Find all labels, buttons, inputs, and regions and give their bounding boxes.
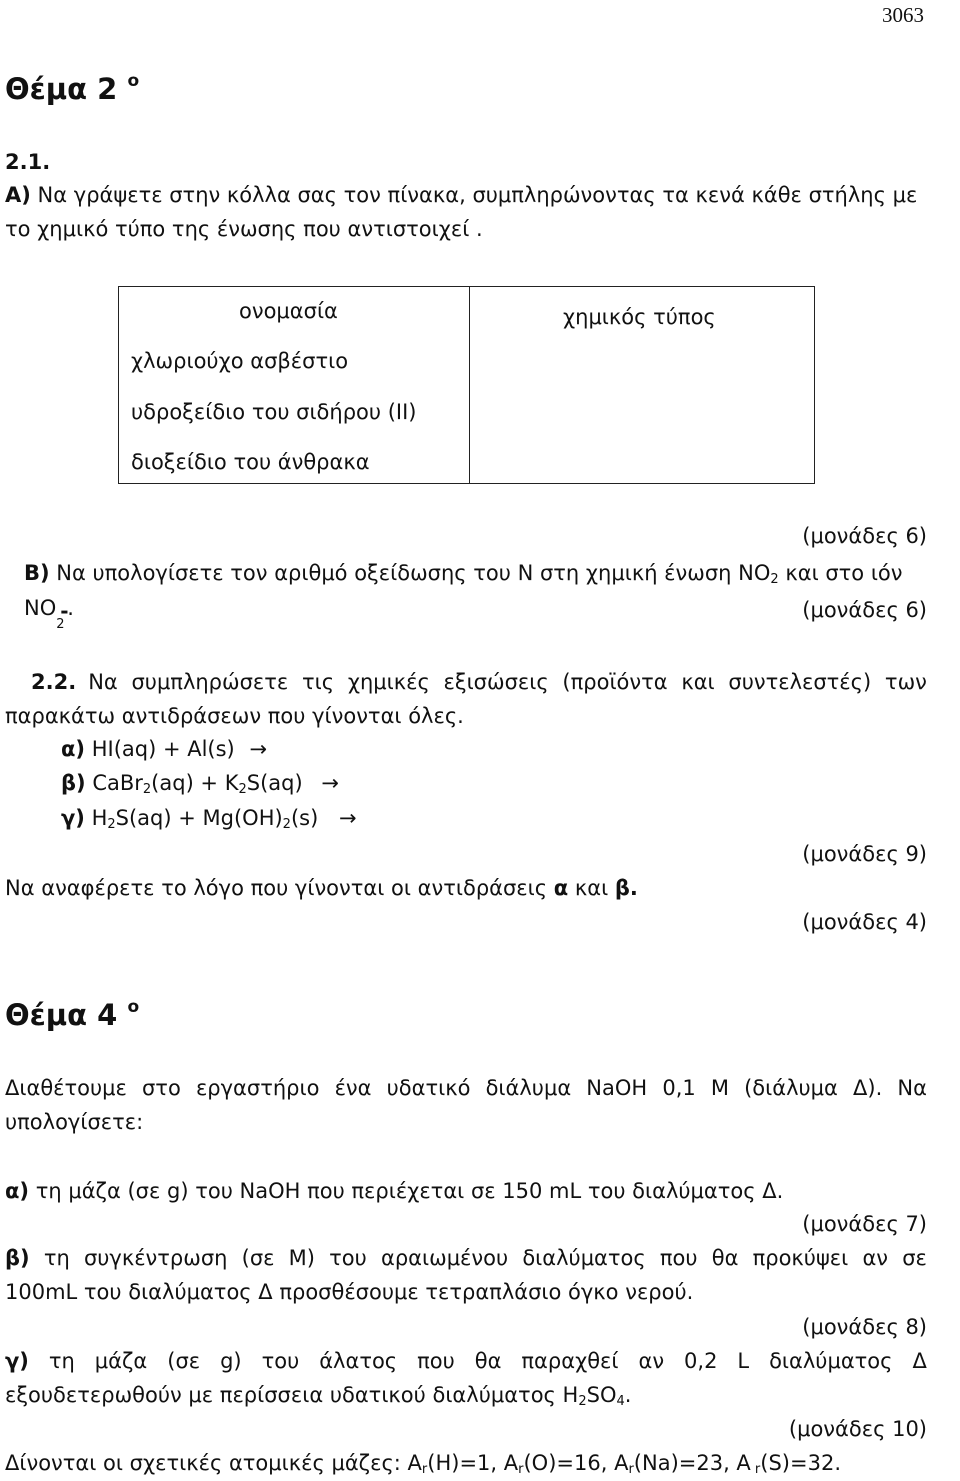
b-word: αν [862,1246,889,1270]
g-word: τη [48,1349,75,1373]
g-word: Δ [912,1349,927,1373]
q21-b-line1 [24,561,903,587]
section-4-heading [5,998,139,1032]
q21-b-label: Β) [24,561,50,585]
reaction-b [61,771,339,797]
s4-g-text2: SO [586,1383,617,1407]
s4-g-label: γ) [5,1349,29,1373]
masses-sub1: r [421,1462,428,1477]
q21-a-points: (μονάδες 6) [802,524,927,548]
ion-base: NO [24,596,57,620]
g-word: (σε [167,1349,201,1373]
row-1-name: χλωριούχο ασβέστιο [131,349,349,373]
section-2-sup: ο [127,71,140,92]
q21-number: 2.1. [5,150,51,174]
g-word: g) [220,1349,242,1373]
q22-number: 2.2. [31,670,77,694]
b-word: που [659,1246,698,1270]
s4-a-points: (μονάδες 7) [802,1212,927,1236]
masses-sub4: r [750,1462,761,1477]
s4-g-sub1: 2 [578,1394,587,1409]
q21-b-text-end: και στο ιόν [778,561,903,585]
q22-reason-text: Να αναφέρετε το λόγο που γίνονται οι αντιδράσεις [5,876,554,900]
masses-text2: (H)=1, A [427,1451,519,1475]
masses-sub3: r [628,1462,634,1477]
b-word: Μ) [288,1246,315,1270]
reaction-g-part3: (s) [290,806,319,830]
names-column [119,287,470,484]
reaction-g-part2: S(aq) + Mg(OH) [115,806,283,830]
s4-b-label: β) [5,1246,30,1270]
s4-a [5,1179,783,1203]
reaction-g [61,806,357,832]
g-word: αν [638,1349,665,1373]
g-word: που [417,1349,455,1373]
masses-text3: (O)=16, A [523,1451,629,1475]
reaction-a-text: HI(aq) + Al(s) [85,737,235,761]
q22-points1: (μονάδες 9) [802,842,927,866]
intro-word: εργαστήριο [195,1076,320,1100]
ion-dot: . [67,596,74,620]
reaction-g-sub1: 2 [107,817,116,832]
g-word: διαλύματος [769,1349,893,1373]
q22-reason-b: β. [614,876,638,900]
intro-word: στο [142,1076,181,1100]
b-word: συγκέντρωση [83,1246,228,1270]
intro-word: (διάλυμα [744,1076,838,1100]
b-word: διαλύματος [522,1246,646,1270]
reaction-b-sub2: 2 [238,782,247,797]
reaction-g-label: γ) [61,806,85,830]
intro-word: Να [897,1076,927,1100]
s4-g-line1 [5,1349,927,1373]
section-4-sup: ο [127,997,140,1018]
g-word: 0,2 [684,1349,718,1373]
s4-b-line2: 100mL του διαλύματος Δ προσθέσουμε τετραπλάσιο όγκο νερού. [5,1280,694,1304]
g-word: του [261,1349,300,1373]
arrow-icon: → [249,737,268,761]
b-word: θα [711,1246,739,1270]
intro-word: 0,1 [662,1076,696,1100]
s4-g-text3: . [624,1383,632,1407]
g-word: παραχθεί [521,1349,619,1373]
g-word: μάζα [94,1349,148,1373]
b-word: τη [43,1246,70,1270]
row-3-name: διοξείδιο του άνθρακα [131,450,370,474]
g-word: άλατος [319,1349,398,1373]
s4-intro-line1 [5,1076,927,1100]
intro-word: M [710,1076,729,1100]
s4-g-sub2: 4 [616,1394,625,1409]
arrow-icon: → [321,771,339,795]
ion-charge: - [60,599,69,623]
q21-a-label: Α) [5,183,31,207]
s4-a-text: τη μάζα (σε g) του NaOH που περιέχεται σε 150 mL του διαλύματος Δ. [29,1179,784,1203]
s4-g-line2 [5,1383,631,1409]
ion-formula [24,596,74,632]
g-word: L [737,1349,750,1373]
row-2-name: υδροξείδιο του σιδήρου (ΙΙ) [131,400,417,424]
b-word: αραιωμένου [380,1246,509,1270]
masses-text4: (Na)=23, A [633,1451,751,1475]
q22-line1 [5,670,927,694]
q21-a-line1 [5,183,917,207]
col-header-name: ονομασία [239,299,338,323]
atomic-masses [5,1451,841,1477]
section-2-title: Θέμα 2 [5,72,118,106]
q22-points2: (μονάδες 4) [802,910,927,934]
q22-text1-words: Να συμπληρώσετε τις χημικές εξισώσεις (προϊόντα και συντελεστές) των [88,670,927,694]
masses-sub2: r [518,1462,524,1477]
q22-reason-a: α [553,876,569,900]
intro-word: υδατικό [386,1076,471,1100]
intro-word: NaOH [586,1076,648,1100]
masses-text5: (S)=32. [760,1451,841,1475]
page-number: 3063 [882,3,924,27]
intro-word: ένα [334,1076,372,1100]
q21-b-text: Να υπολογίσετε τον αριθμό οξείδωσης του Ν στη χημική ένωση NO [49,561,771,585]
b-word: του [329,1246,367,1270]
section-2-heading [5,72,139,106]
reaction-b-part3: S(aq) [246,771,303,795]
reaction-b-part2: (aq) + K [151,771,239,795]
q21-b-sub: 2 [770,572,779,587]
s4-g-text: εξουδετερωθούν με περίσσεια υδατικού διαλύματος H [5,1383,579,1407]
s4-intro-line2: υπολογίσετε: [5,1110,144,1134]
b-word: σε [902,1246,927,1270]
q22-text2: παρακάτω αντιδράσεων που γίνονται όλες. [5,704,464,728]
q22-reason [5,876,638,900]
section-4-title: Θέμα 4 [5,998,118,1032]
reaction-b-sub1: 2 [142,782,152,797]
b-word: (σε [241,1246,275,1270]
col-header-formula: χημικός τύπος [563,305,716,329]
masses-text1: Δίνονται οι σχετικές ατομικές μάζες: A [5,1451,422,1475]
q21-b-points: (μονάδες 6) [802,598,927,622]
intro-word: Διαθέτουμε [5,1076,127,1100]
q21-a-line2: το χημικό τύπο της ένωσης που αντιστοιχεί . [5,217,483,241]
formula-table [118,286,815,484]
s4-b-line1 [5,1246,927,1270]
intro-word: Δ). [853,1076,883,1100]
s4-g-points: (μονάδες 10) [788,1417,927,1441]
reaction-a [61,737,267,761]
s4-b-points: (μονάδες 8) [802,1315,927,1339]
reaction-g-part1: H [84,806,108,830]
reaction-b-part1: CaBr [85,771,143,795]
formula-column [470,287,815,484]
ion-sub: 2 [56,617,65,632]
intro-word: διάλυμα [485,1076,572,1100]
reaction-a-label: α) [61,737,86,761]
q21-a-text1: Να γράψετε στην κόλλα σας τον πίνακα, συμπληρώνοντας τα κενά κάθε στήλης με [30,183,918,207]
reaction-g-sub2: 2 [282,817,291,832]
s4-a-label: α) [5,1179,30,1203]
g-word: θα [474,1349,502,1373]
arrow-icon: → [338,806,357,830]
q22-reason-and: και [568,876,615,900]
reaction-b-label: β) [61,771,86,795]
b-word: προκύψει [752,1246,849,1270]
